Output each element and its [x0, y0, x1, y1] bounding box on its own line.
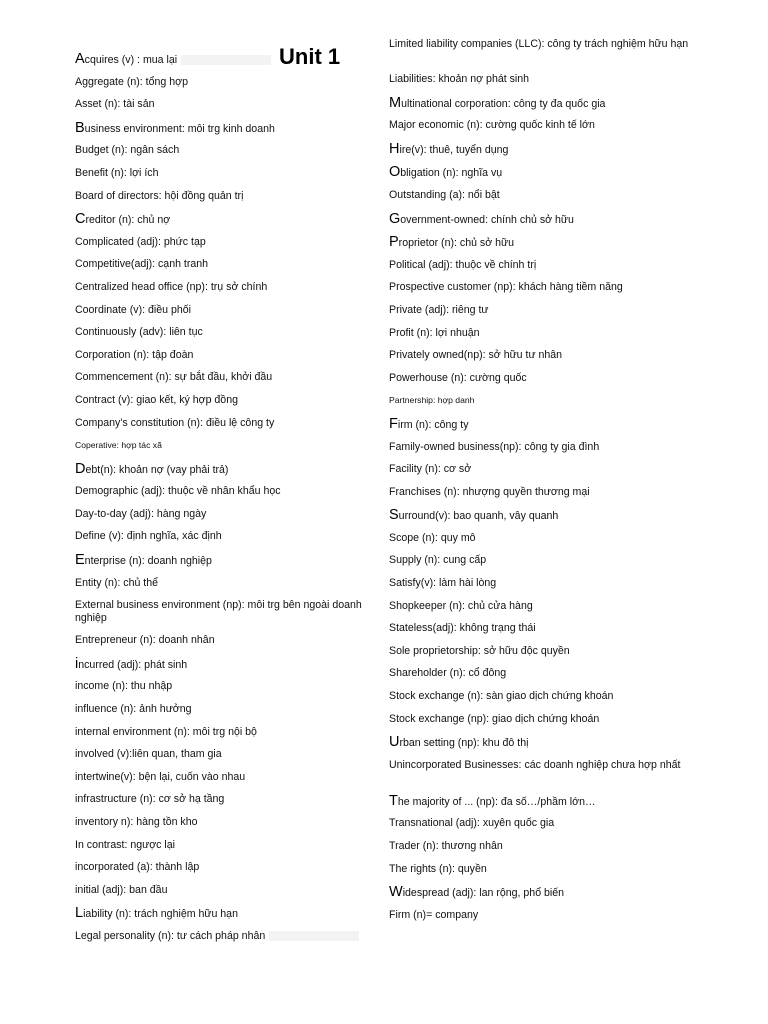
vocab-entry	[389, 73, 689, 96]
entry-text: inventory n): hàng tồn kho	[75, 816, 198, 828]
entry-initial-letter: i	[75, 655, 79, 672]
entry-text: Sole proprietorship: sở hữu độc quyền	[389, 644, 570, 657]
entry-text: Major economic (n): cường quốc kinh tế lớn	[389, 119, 595, 132]
vocab-entry	[389, 142, 689, 166]
vocab-entry	[389, 532, 689, 555]
entry-text: cquires (v) : mua lại	[84, 54, 178, 66]
entry-text: Unincorporated Businesses: các doanh nghiệp chưa hợp nhất	[389, 758, 681, 771]
entry-text: Entity (n): chủ thể	[75, 576, 159, 589]
vocab-entry	[75, 577, 375, 600]
vocab-entry	[389, 349, 689, 372]
entry-initial-letter: S	[389, 507, 399, 524]
entry-text: bligation (n): nghĩa vụ	[400, 167, 503, 180]
entry-text: Corporation (n): tập đoàn	[75, 348, 194, 361]
entry-text: Private (adj): riêng tư	[389, 303, 489, 316]
entry-text: In contrast: ngược lại	[75, 838, 176, 851]
entry-initial-letter: W	[389, 884, 403, 901]
vocab-entry	[389, 622, 689, 645]
vocab-entry	[389, 690, 689, 713]
entry-initial-letter: C	[75, 211, 86, 228]
vocab-entry	[389, 600, 689, 623]
entry-text: urround(v): bao quanh, vây quanh	[398, 510, 559, 523]
entry-initial-letter: O	[389, 164, 401, 181]
entry-text: Entrepreneur (n): doanh nhân	[75, 634, 215, 647]
vocab-entry	[389, 259, 689, 282]
entry-text: Complicated (adj): phức tạp	[75, 235, 206, 248]
entry-text: ultinational corporation: công ty đa quốc gia	[401, 97, 606, 110]
entry-text: Powerhouse (n): cường quốc	[389, 371, 527, 384]
entry-text: Liabilities: khoản nợ phát sinh	[389, 73, 530, 85]
entry-text: incorporated (a): thành lập	[75, 861, 200, 874]
vocab-entry	[75, 52, 375, 76]
entry-initial-letter: E	[75, 552, 85, 569]
entry-text: ebt(n): khoản nợ (vay phải trả)	[85, 463, 229, 476]
entry-text: irm (n): công ty	[397, 418, 469, 431]
entry-text: Legal personality (n): tư cách pháp nhân	[75, 929, 266, 942]
entry-text: Satisfy(v): làm hài lòng	[389, 577, 497, 590]
vocab-entry	[389, 304, 689, 327]
entry-text: infrastructure (n): cơ sở hạ tầng	[75, 793, 225, 806]
entry-text: Asset (n): tài sản	[75, 98, 155, 111]
entry-text: The rights (n): quyền	[389, 862, 487, 875]
entry-text: Profit (n): lợi nhuận	[389, 326, 480, 339]
vocab-entry	[75, 930, 375, 953]
vocab-entry	[389, 417, 689, 441]
entry-text: Political (adj): thuộc về chính trị	[389, 258, 537, 271]
vocab-entry	[389, 463, 689, 486]
entry-text: Scope (n): quy mô	[389, 531, 476, 544]
vocab-entry	[389, 119, 689, 142]
entry-text: Define (v): định nghĩa, xác định	[75, 530, 222, 543]
vocab-entry	[75, 508, 375, 531]
vocab-entry	[389, 554, 689, 577]
vocab-entry	[75, 726, 375, 749]
vocab-entry	[389, 840, 689, 863]
entry-text: iability (n): trách nghiệm hữu hạn	[83, 908, 238, 921]
entry-initial-letter: D	[75, 460, 86, 477]
entry-text: Franchises (n): nhượng quyền thương mại	[389, 485, 590, 498]
vocab-entry	[75, 371, 375, 394]
vocab-entry	[75, 816, 375, 839]
vocab-entry	[75, 599, 375, 634]
entry-text: Board of directors: hội đồng quản trị	[75, 189, 244, 202]
right-column	[389, 38, 689, 931]
highlight-shade	[181, 55, 271, 65]
vocab-entry	[75, 349, 375, 372]
vocab-entry	[389, 735, 689, 759]
entry-initial-letter: B	[75, 119, 85, 136]
vocab-entry	[75, 884, 375, 907]
page-title: Unit 1	[279, 44, 341, 69]
entry-text: Privately owned(np): sở hữu tư nhân	[389, 349, 563, 362]
entry-text: Outstanding (a): nổi bật	[389, 188, 500, 201]
entry-text: Stock exchange (n): sàn giao dịch chứng khoán	[389, 690, 614, 703]
vocab-entry	[75, 190, 375, 213]
vocab-entry	[75, 906, 375, 930]
entry-text: Contract (v): giao kết, ký hợp đồng	[75, 393, 238, 406]
vocab-entry	[389, 441, 689, 464]
vocab-entry	[389, 817, 689, 840]
entry-text: internal environment (n): môi trg nội bộ	[75, 725, 257, 738]
vocab-entry	[75, 793, 375, 816]
vocab-entry	[75, 76, 375, 99]
vocab-entry	[389, 235, 689, 259]
vocab-entry	[75, 703, 375, 726]
entry-text: Benefit (n): lợi ích	[75, 166, 159, 179]
entry-text: Supply (n): cung cấp	[389, 554, 487, 567]
entry-text: overnment-owned: chính chủ sở hữu	[400, 213, 574, 226]
vocab-entry	[75, 281, 375, 304]
vocab-entry	[75, 304, 375, 327]
entry-text: Budget (n): ngân sách	[75, 144, 180, 157]
vocab-entry	[389, 667, 689, 690]
entry-initial-letter: U	[389, 734, 400, 751]
vocab-entry	[75, 462, 375, 486]
vocab-entry	[389, 189, 689, 212]
entry-text: involved (v):liên quan, tham gia	[75, 748, 222, 761]
entry-initial-letter: M	[389, 94, 402, 111]
vocab-entry	[75, 326, 375, 349]
entry-initial-letter: G	[389, 210, 401, 227]
vocab-entry	[75, 485, 375, 508]
entry-text: Partnership: hợp danh	[389, 395, 475, 406]
entry-text: Stateless(adj): không trạng thái	[389, 622, 536, 635]
entry-text: initial (adj): ban đầu	[75, 883, 168, 896]
vocab-entry	[75, 439, 375, 462]
entry-initial-letter: L	[75, 905, 84, 922]
vocab-entry	[75, 258, 375, 281]
vocab-entry	[75, 98, 375, 121]
vocab-entry	[389, 394, 689, 417]
entry-initial-letter: A	[75, 51, 85, 67]
entry-text: Transnational (adj): xuyên quốc gia	[389, 817, 555, 830]
entry-text: roprietor (n): chủ sở hữu	[398, 237, 514, 250]
vocab-entry	[389, 327, 689, 350]
vocab-entry	[75, 553, 375, 577]
entry-text: he majority of ... (np): đa số…/phầm lớn…	[397, 795, 596, 808]
entry-initial-letter: P	[389, 234, 399, 251]
vocab-entry	[75, 634, 375, 657]
vocab-entry	[389, 96, 689, 120]
entry-text: Firm (n)= company	[389, 908, 479, 921]
vocab-entry	[75, 417, 375, 440]
vocab-entry	[75, 680, 375, 703]
entry-text: influence (n): ảnh hưởng	[75, 703, 192, 716]
vocab-entry	[389, 212, 689, 236]
entry-text: Limited liability companies (LLC): công ty trách nghiệm hữu hạn	[389, 38, 689, 50]
entry-text: Centralized head office (np): trụ sở chính	[75, 280, 268, 293]
vocab-entry	[389, 645, 689, 668]
entry-text: income (n): thu nhập	[75, 680, 173, 693]
vocab-entry	[75, 771, 375, 794]
entry-text: Family-owned business(np): công ty gia đình	[389, 440, 600, 453]
vocab-entry	[389, 759, 689, 794]
vocab-entry	[75, 748, 375, 771]
vocab-entry	[75, 839, 375, 862]
vocab-entry	[389, 281, 689, 304]
vocab-entry	[389, 909, 689, 932]
entry-initial-letter: F	[389, 415, 398, 432]
vocab-entry	[75, 167, 375, 190]
entry-text: Shopkeeper (n): chủ cửa hàng	[389, 599, 533, 612]
entry-text: Trader (n): thương nhân	[389, 840, 503, 852]
entry-text: Day-to-day (adj): hàng ngày	[75, 507, 207, 520]
vocab-entry	[389, 863, 689, 886]
entry-text: External business environment (np): môi trg bên ngoài doanh nghiệp	[75, 599, 362, 624]
vocab-entry	[389, 508, 689, 532]
entry-text: rban setting (np): khu đô thị	[399, 737, 529, 750]
vocab-entry	[389, 372, 689, 395]
vocab-entry	[75, 861, 375, 884]
entry-text: Company's constitution (n): điều lệ công ty	[75, 416, 275, 429]
vocab-entry	[75, 236, 375, 259]
entry-text: Aggregate (n): tổng hợp	[75, 75, 188, 88]
vocab-entry	[389, 486, 689, 509]
entry-initial-letter: T	[389, 792, 398, 809]
entry-text: Shareholder (n): cổ đông	[389, 667, 507, 680]
vocab-entry	[75, 212, 375, 236]
vocab-entry	[389, 794, 689, 818]
entry-text: idespread (adj): lan rộng, phổ biến	[402, 887, 565, 900]
vocab-entry	[75, 144, 375, 167]
vocab-entry	[75, 657, 375, 681]
vocab-entry	[389, 885, 689, 909]
entry-text: Competitive(adj): cạnh tranh	[75, 258, 209, 271]
entry-text: Demographic (adj): thuộc về nhân khẩu học	[75, 485, 281, 498]
entry-text: usiness environment: môi trg kinh doanh	[84, 122, 275, 135]
vocab-entry	[75, 121, 375, 145]
entry-initial-letter: H	[389, 140, 400, 157]
entry-text: Facility (n): cơ sở	[389, 463, 472, 476]
vocab-entry	[389, 38, 689, 73]
vocab-entry	[389, 577, 689, 600]
entry-text: Coordinate (v): điều phối	[75, 303, 192, 316]
highlight-shade	[269, 931, 359, 941]
entry-text: Prospective customer (np): khách hàng tiềm năng	[389, 281, 623, 294]
entry-text: Continuously (adv): liên tục	[75, 326, 203, 339]
vocab-entry	[75, 530, 375, 553]
entry-text: ncurred (adj): phát sinh	[78, 658, 188, 671]
entry-text: ire(v): thuê, tuyển dụng	[399, 143, 509, 156]
vocab-entry	[389, 165, 689, 189]
entry-text: Stock exchange (np): giao dịch chứng khoán	[389, 712, 600, 725]
vocab-entry	[75, 394, 375, 417]
entry-text: Coperative: hợp tác xã	[75, 440, 162, 451]
entry-text: intertwine(v): bện lại, cuốn vào nhau	[75, 770, 246, 783]
left-column	[75, 52, 375, 953]
entry-text: Commencement (n): sự bắt đầu, khởi đầu	[75, 371, 273, 384]
vocab-entry	[389, 713, 689, 736]
entry-text: nterprise (n): doanh nghiệp	[84, 555, 212, 568]
entry-text: reditor (n): chủ nợ	[85, 214, 171, 227]
